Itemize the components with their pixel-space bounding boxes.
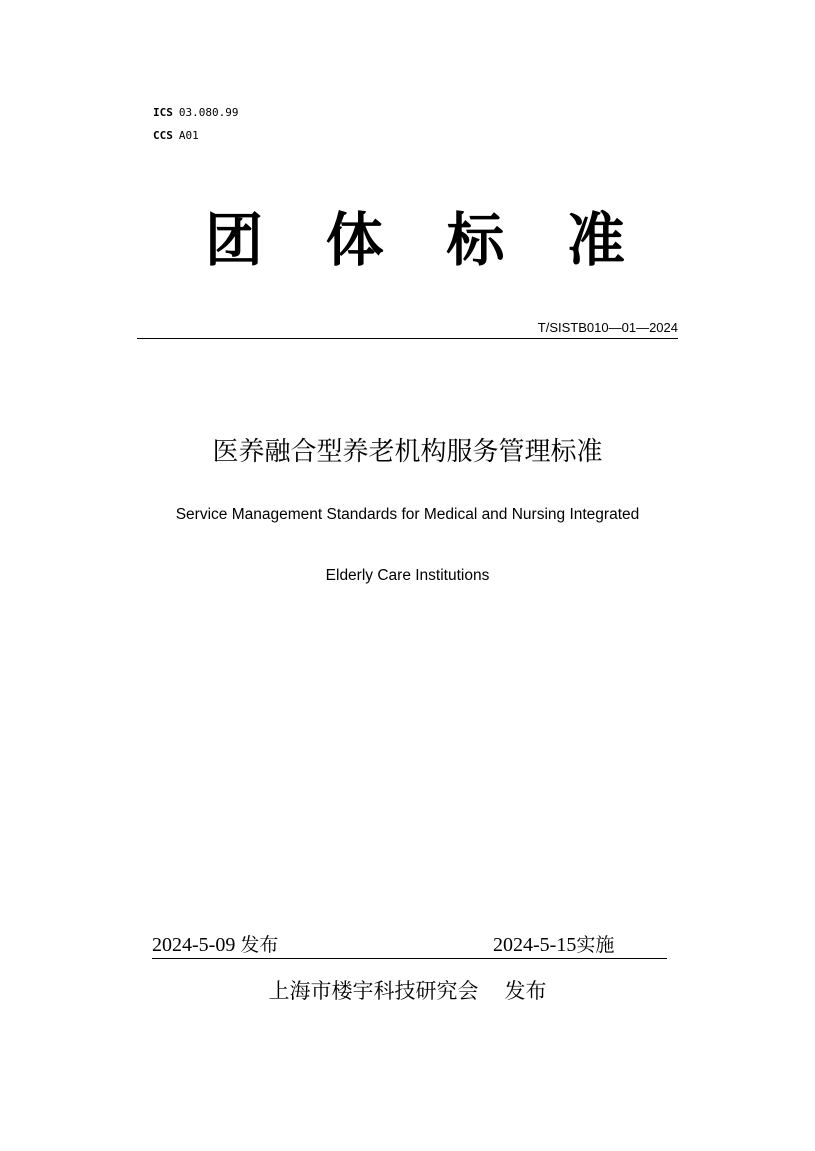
publish-date: 2024-5-09 (152, 934, 236, 956)
publish-date-group (152, 932, 278, 958)
document-title-zh: 医养融合型养老机构服务管理标准 (212, 437, 603, 467)
effective-date-group (493, 932, 614, 958)
document-title-en-line1: Service Management Standards for Medical and Nursing Integrated (175, 506, 640, 523)
effective-label: 实施 (576, 934, 615, 956)
ccs-value: A01 (178, 129, 199, 142)
publish-label: 发布 (240, 934, 279, 956)
publisher-line (0, 976, 815, 1006)
heading-char-3: 标 (446, 206, 505, 274)
document-title-en-line2: Elderly Care Institutions (325, 567, 490, 584)
ccs-label: CCS (153, 129, 173, 142)
dates-row (152, 932, 667, 959)
classification-codes (153, 101, 238, 147)
ics-row (153, 101, 238, 124)
publisher-name: 上海市楼宇科技研究会 (268, 979, 479, 1003)
header-divider (137, 338, 678, 339)
heading-char-4: 准 (566, 206, 625, 274)
group-standard-heading (205, 200, 625, 280)
ics-label: ICS (153, 106, 173, 119)
heading-char-1: 团 (205, 206, 264, 274)
publisher-action: 发布 (504, 979, 547, 1003)
ics-value: 03.080.99 (178, 106, 239, 119)
ccs-row (153, 124, 238, 147)
standard-number: T/SISTB010—01—2024 (537, 320, 678, 335)
effective-date: 2024-5-15 (493, 934, 577, 956)
heading-char-2: 体 (325, 206, 384, 274)
